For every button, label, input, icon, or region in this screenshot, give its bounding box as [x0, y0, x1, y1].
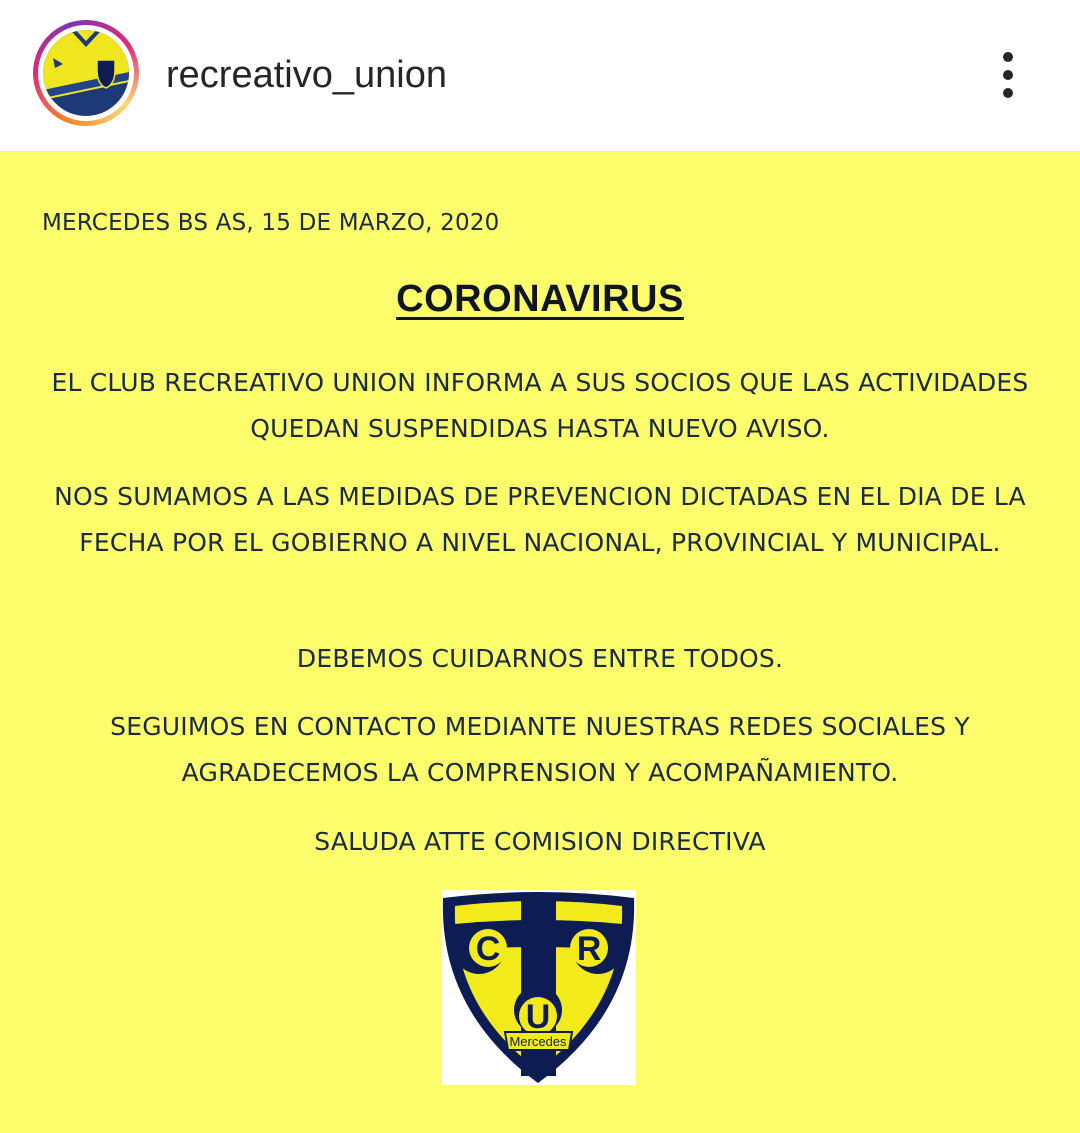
- more-options-button[interactable]: [986, 48, 1030, 102]
- paragraph-care: DEBEMOS CUIDARNOS ENTRE TODOS.: [296, 644, 784, 673]
- avatar-border: [38, 25, 134, 121]
- crest-letter-r: R: [576, 930, 602, 968]
- username[interactable]: recreativo_union: [166, 54, 447, 96]
- signature: SALUDA ATTE COMISION DIRECTIVA: [314, 827, 766, 856]
- post-title: CORONAVIRUS: [396, 278, 684, 320]
- paragraph-announcement: EL CLUB RECREATIVO UNION INFORMA A SUS SOCIOS QUE LAS ACTIVIDADES QUEDAN SUSPENDIDAS HASTA NUEVO AVISO.: [51, 368, 1029, 443]
- avatar-image: [43, 30, 129, 116]
- crest-letter-c: C: [475, 930, 501, 968]
- jersey-icon: [43, 30, 129, 116]
- more-vertical-icon: [1003, 52, 1013, 62]
- crest-banner-text: Mercedes: [509, 1034, 567, 1049]
- paragraph-measures: NOS SUMAMOS A LAS MEDIDAS DE PREVENCION DICTADAS EN EL DIA DE LA FECHA POR EL GOBIERNO A NIVEL NACIONAL, PROVINCIAL Y MUNICIPAL.: [54, 482, 1026, 557]
- post-image[interactable]: [0, 152, 1080, 1133]
- more-vertical-icon: [1003, 70, 1013, 80]
- paragraph-contact: SEGUIMOS EN CONTACTO MEDIANTE NUESTRAS REDES SOCIALES Y AGRADECEMOS LA COMPRENSION Y ACOMPAÑAMIENTO.: [110, 712, 970, 787]
- club-crest: [441, 890, 636, 1085]
- crest-shield-icon: [441, 890, 636, 1085]
- date-line: MERCEDES BS AS, 15 DE MARZO, 2020: [42, 210, 500, 236]
- post-header: [0, 0, 1080, 152]
- more-vertical-icon: [1003, 88, 1013, 98]
- profile-avatar[interactable]: [33, 20, 139, 126]
- crest-letter-u: U: [525, 998, 551, 1036]
